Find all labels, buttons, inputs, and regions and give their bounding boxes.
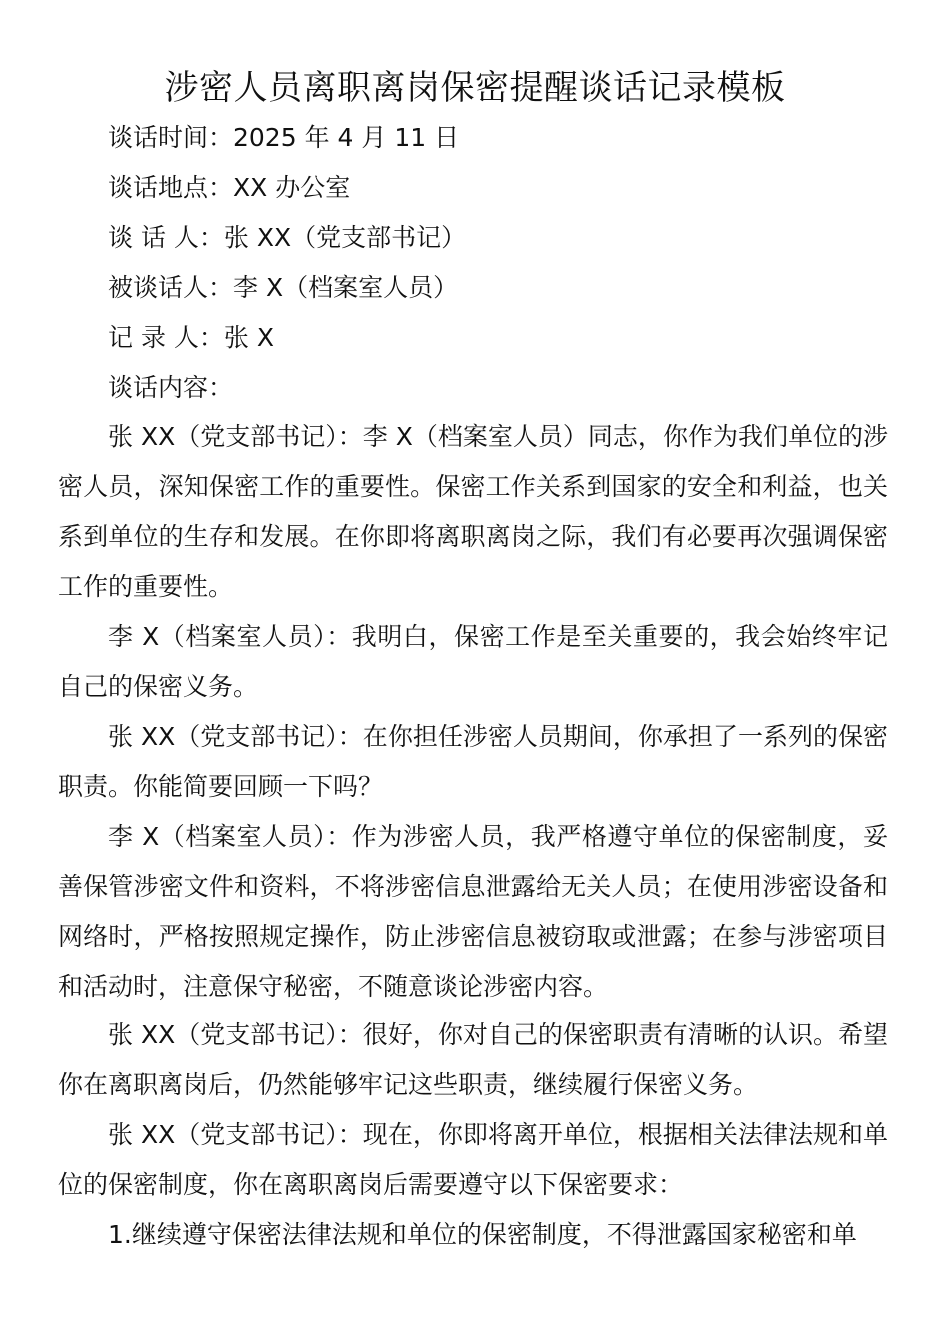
paragraph: 张 XX（党支部书记）：现在，你即将离开单位，根据相关法律法规和单位的保密制度，你在离职离岗后需要遵守以下保密要求：: [58, 1120, 888, 1199]
paragraph: 1.继续遵守保密法律法规和单位的保密制度，不得泄露国家秘密和单: [108, 1220, 857, 1249]
meta-interviewer: 谈 话 人：张 XX（党支部书记）: [108, 223, 467, 252]
meta-place: 谈话地点：XX 办公室: [108, 173, 351, 202]
meta-time: 谈话时间：2025 年 4 月 11 日: [108, 123, 460, 152]
paragraph: 张 XX（党支部书记）：在你担任涉密人员期间，你承担了一系列的保密职责。你能简要回顾一下吗？: [58, 722, 888, 801]
paragraph: 李 X（档案室人员）：我明白，保密工作是至关重要的，我会始终牢记自己的保密义务。: [58, 622, 888, 701]
meta-interviewee: 被谈话人：李 X（档案室人员）: [108, 273, 459, 302]
document-title: 涉密人员离职离岗保密提醒谈话记录模板: [164, 68, 786, 108]
meta-content-label: 谈话内容：: [108, 373, 234, 402]
paragraph: 张 XX（党支部书记）：李 X（档案室人员）同志，你作为我们单位的涉密人员，深知保密工作的重要性。保密工作关系到国家的安全和利益，也关系到单位的生存和发展。在你即将离职离岗之际，我们有必要再次强调保密工作的重要性。: [58, 422, 888, 601]
paragraph: 李 X（档案室人员）：作为涉密人员，我严格遵守单位的保密制度，妥善保管涉密文件和资料，不将涉密信息泄露给无关人员；在使用涉密设备和网络时，严格按照规定操作，防止涉密信息被窃取或泄露；在参与涉密项目和活动时，注意保守秘密，不随意谈论涉密内容。: [58, 822, 888, 1001]
meta-recorder: 记 录 人：张 X: [108, 323, 274, 352]
paragraph: 张 XX（党支部书记）：很好，你对自己的保密职责有清晰的认识。希望你在离职离岗后，仍然能够牢记这些职责，继续履行保密义务。: [58, 1020, 888, 1099]
